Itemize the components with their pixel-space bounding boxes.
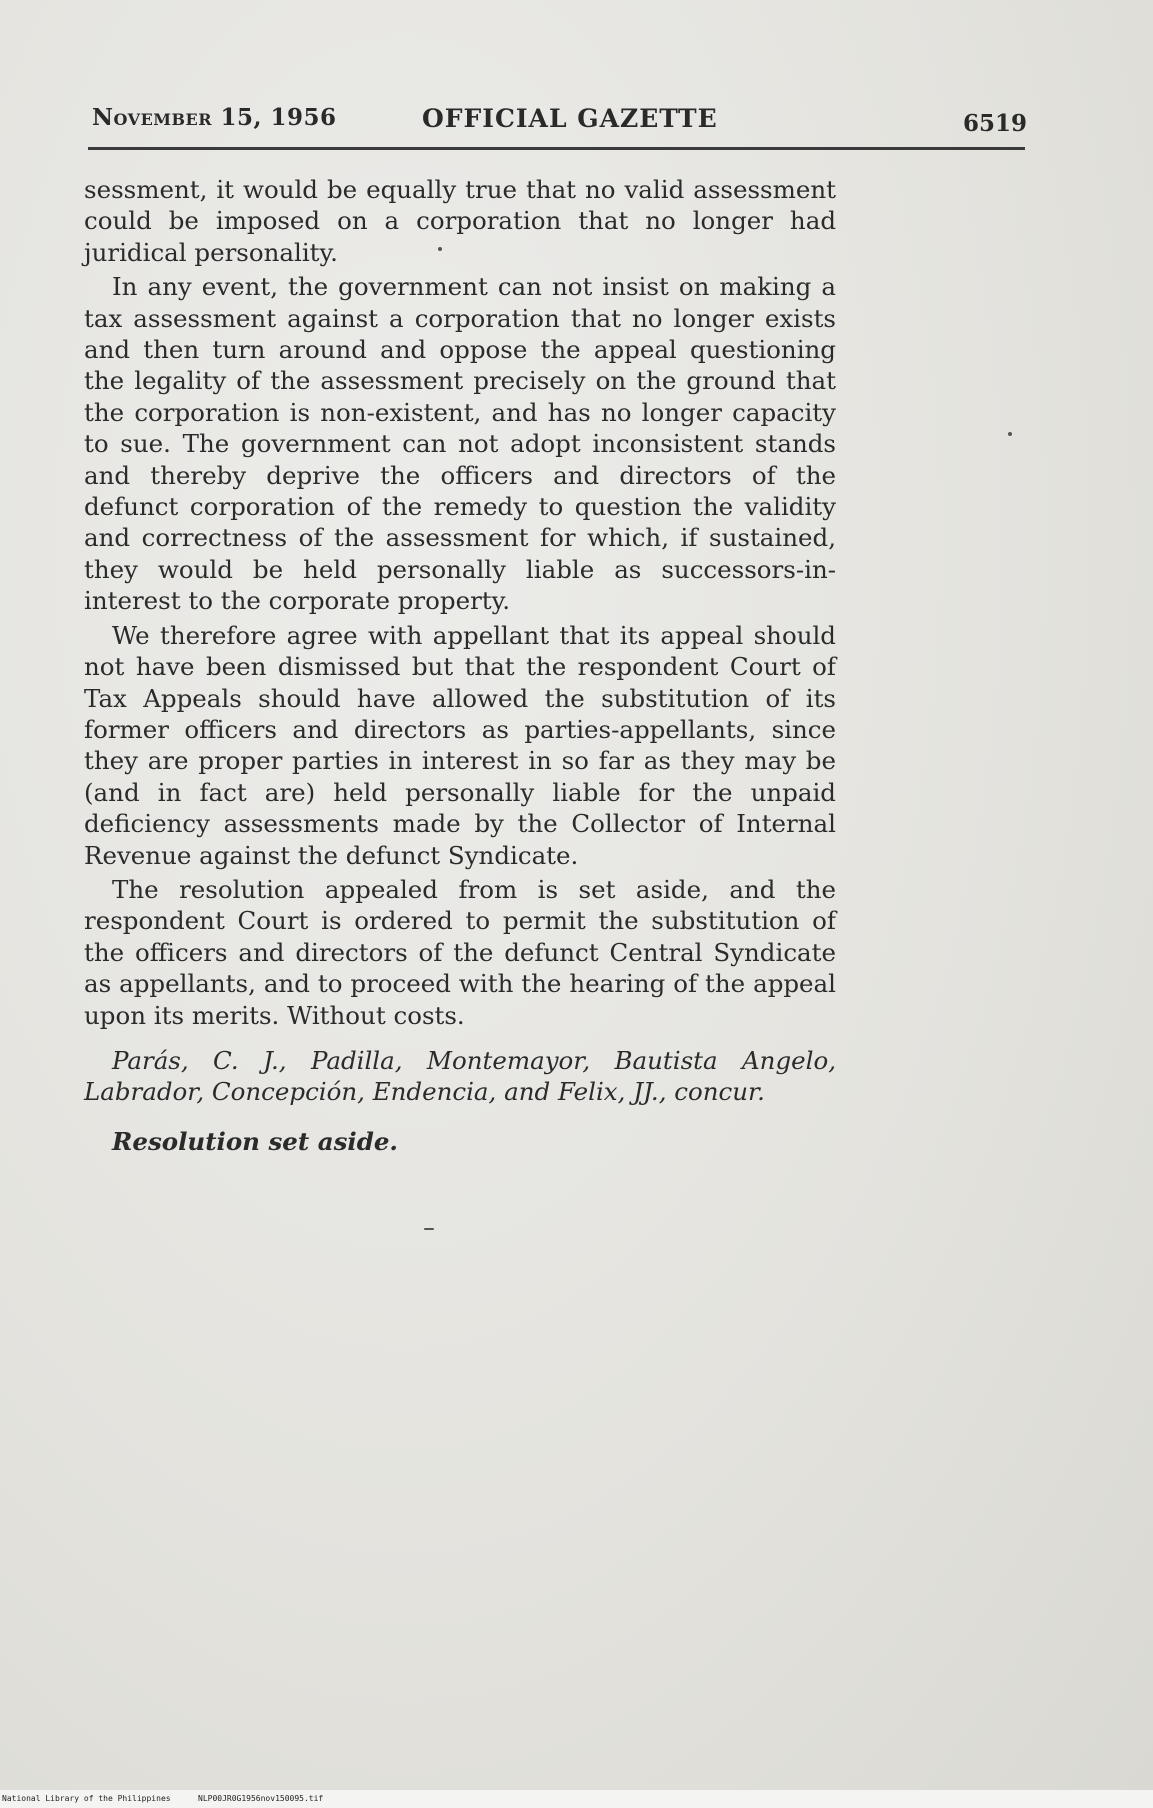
paragraph: sessment, it would be equally true that no valid assessment could be imposed on a corporation that no longer had juridical personality. (84, 175, 836, 267)
concurrence-line: Parás, C. J., Padilla, Montemayor, Bautista Angelo, Labrador, Concepción, Endencia, and Felix, JJ., concur. (84, 1045, 836, 1107)
header-rule (88, 147, 1025, 150)
disposition-line: Resolution set aside. (112, 1126, 398, 1156)
page-number: 6519 (962, 110, 1027, 137)
header-title: OFFICIAL GAZETTE (422, 104, 718, 133)
footer-library: National Library of the Philippines (2, 1794, 171, 1803)
scan-footer (0, 1790, 1153, 1808)
scan-speck (438, 247, 442, 251)
header-date: November 15, 1956 (92, 104, 337, 131)
footer-file-id: NLP00JR0G1956nov150095.tif (198, 1794, 324, 1803)
paragraph: We therefore agree with appellant that its appeal should not have been dismissed but that the respondent Court of Tax Appeals should have allowed the substitution of its former officers and directors as parties-appellants, since they are proper parties in interest in so far as they may be (and in fact are) held personally liable for the unpaid deficiency assessments made by the Collector of Internal Revenue against the defunct Syndicate. (84, 620, 836, 870)
article-body (84, 174, 836, 1157)
page-header (92, 102, 1027, 142)
paragraph: The resolution appealed from is set aside, and the respondent Court is ordered to permit the substitution of the officers and directors of the defunct Central Syndicate as appellants, and to proceed with the hearing of the appeal upon its merits. Without costs. (84, 874, 836, 1030)
scan-speck (1008, 432, 1012, 436)
scan-speck (424, 1228, 434, 1230)
paragraph: In any event, the government can not insist on making a tax assessment against a corporation that no longer exists and then turn around and oppose the appeal questioning the legality of the assessment precisely on the ground that the corporation is non-existent, and has no longer capacity to sue. The government can not adopt inconsistent stands and thereby deprive the officers and directors of the defunct corporation of the remedy to question the validity and correctness of the assessment for which, if sustained, they would be held personally liable as successors-in-interest to the corporate property. (84, 272, 836, 616)
